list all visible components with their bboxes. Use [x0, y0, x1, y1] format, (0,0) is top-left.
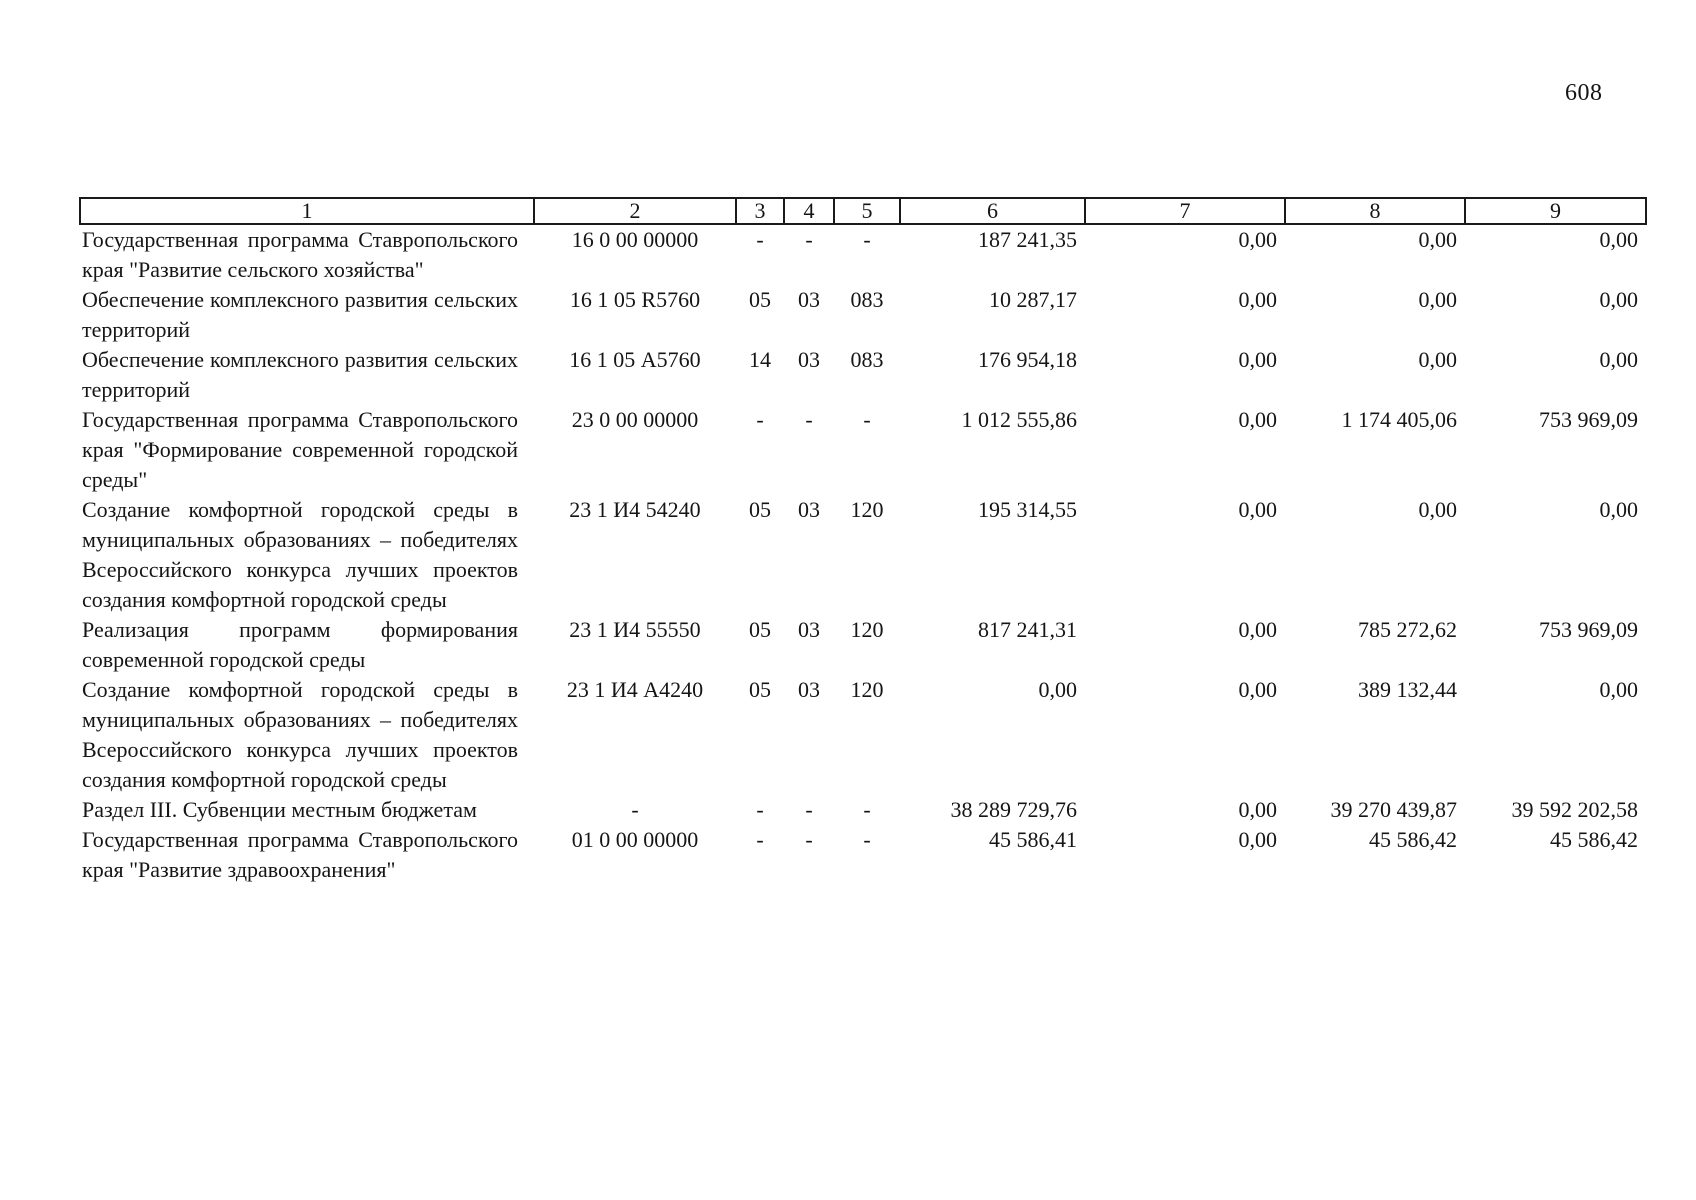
header-row: [80, 198, 1646, 224]
row-col-3: 05: [749, 497, 771, 522]
row-col-3: -: [756, 827, 764, 852]
row-col-8: 0,00: [1418, 497, 1457, 522]
table-row: [80, 405, 1646, 495]
row-col-4: 03: [798, 617, 820, 642]
row-col-4: -: [805, 797, 813, 822]
row-col-3: -: [756, 227, 764, 252]
row-name: Государственная программа Ставропольского края "Формирование современной городской среды": [82, 407, 518, 492]
table-row: [80, 345, 1646, 405]
row-col-6: 195 314,55: [978, 497, 1077, 522]
row-col-4: 03: [798, 497, 820, 522]
row-col-5: 120: [850, 677, 884, 702]
row-col-7: 0,00: [1238, 287, 1277, 312]
budget-table: [79, 197, 1647, 885]
row-col-7: 0,00: [1238, 827, 1277, 852]
row-col-7: 0,00: [1238, 497, 1277, 522]
row-col-7: 0,00: [1238, 617, 1277, 642]
row-col-3: -: [756, 407, 764, 432]
row-col-5: 120: [850, 497, 884, 522]
row-col-3: 05: [749, 287, 771, 312]
row-col-6: 45 586,41: [989, 827, 1077, 852]
row-col-8: 0,00: [1418, 347, 1457, 372]
row-col-5: 083: [850, 287, 884, 312]
row-col-5: -: [863, 407, 871, 432]
column-header-9: 9: [1465, 198, 1646, 224]
row-code: 23 1 И4 55550: [569, 617, 701, 642]
column-header-6: 6: [900, 198, 1085, 224]
row-col-8: 1 174 405,06: [1341, 407, 1457, 432]
row-col-6: 187 241,35: [978, 227, 1077, 252]
row-col-9: 0,00: [1599, 497, 1638, 522]
row-name: Обеспечение комплексного развития сельских территорий: [82, 287, 518, 342]
table-row: [80, 675, 1646, 795]
column-header-2: 2: [534, 198, 736, 224]
row-col-7: 0,00: [1238, 407, 1277, 432]
row-name: Раздел III. Субвенции местным бюджетам: [82, 797, 477, 822]
row-name: Государственная программа Ставропольского края "Развитие здравоохранения": [82, 827, 518, 882]
row-col-9: 753 969,09: [1539, 407, 1638, 432]
column-header-7: 7: [1085, 198, 1285, 224]
table-row: [80, 615, 1646, 675]
row-col-9: 0,00: [1599, 287, 1638, 312]
row-code: -: [631, 797, 639, 822]
row-col-6: 817 241,31: [978, 617, 1077, 642]
row-col-3: 05: [749, 617, 771, 642]
row-col-4: -: [805, 407, 813, 432]
row-col-5: 083: [850, 347, 884, 372]
table-body: [80, 224, 1646, 885]
row-col-4: -: [805, 827, 813, 852]
row-col-6: 1 012 555,86: [961, 407, 1077, 432]
column-header-3: 3: [736, 198, 784, 224]
row-col-9: 39 592 202,58: [1511, 797, 1638, 822]
row-col-9: 0,00: [1599, 227, 1638, 252]
row-col-8: 0,00: [1418, 287, 1457, 312]
row-col-7: 0,00: [1238, 347, 1277, 372]
row-code: 23 0 00 00000: [571, 407, 699, 432]
row-col-8: 389 132,44: [1358, 677, 1457, 702]
row-col-5: 120: [850, 617, 884, 642]
row-col-4: 03: [798, 677, 820, 702]
table-row: [80, 825, 1646, 885]
page-number: 608: [1565, 80, 1603, 106]
row-name: Государственная программа Ставропольского края "Развитие сельского хозяйства": [82, 227, 518, 282]
table-row: [80, 224, 1646, 285]
row-col-7: 0,00: [1238, 677, 1277, 702]
table-row: [80, 495, 1646, 615]
row-code: 01 0 00 00000: [571, 827, 699, 852]
row-col-4: -: [805, 227, 813, 252]
table-row: [80, 285, 1646, 345]
column-header-4: 4: [784, 198, 834, 224]
table-header: [80, 198, 1646, 224]
row-col-5: -: [863, 797, 871, 822]
row-col-3: 05: [749, 677, 771, 702]
row-col-9: 0,00: [1599, 347, 1638, 372]
row-col-9: 0,00: [1599, 677, 1638, 702]
table-row: [80, 795, 1646, 825]
row-col-5: -: [863, 827, 871, 852]
row-col-9: 45 586,42: [1550, 827, 1638, 852]
column-header-1: 1: [80, 198, 534, 224]
row-col-6: 0,00: [1038, 677, 1077, 702]
row-code: 16 1 05 А5760: [569, 347, 701, 372]
row-name: Создание комфортной городской среды в муниципальных образованиях – победителях Всероссийского конкурса лучших проектов создания комфортной городской среды: [82, 677, 518, 792]
row-col-4: 03: [798, 347, 820, 372]
row-col-6: 176 954,18: [978, 347, 1077, 372]
row-col-9: 753 969,09: [1539, 617, 1638, 642]
column-header-5: 5: [834, 198, 900, 224]
row-name: Реализация программ формирования современной городской среды: [82, 617, 518, 672]
row-col-8: 785 272,62: [1358, 617, 1457, 642]
row-col-4: 03: [798, 287, 820, 312]
row-col-6: 10 287,17: [989, 287, 1077, 312]
row-name: Создание комфортной городской среды в муниципальных образованиях – победителях Всероссийского конкурса лучших проектов создания комфортной городской среды: [82, 497, 518, 612]
row-col-8: 39 270 439,87: [1330, 797, 1457, 822]
row-code: 16 1 05 R5760: [569, 287, 701, 312]
row-col-3: -: [756, 797, 764, 822]
row-code: 16 0 00 00000: [571, 227, 699, 252]
row-code: 23 1 И4 54240: [569, 497, 701, 522]
row-col-3: 14: [749, 347, 771, 372]
row-col-7: 0,00: [1238, 227, 1277, 252]
row-name: Обеспечение комплексного развития сельских территорий: [82, 347, 518, 402]
column-header-8: 8: [1285, 198, 1465, 224]
row-code: 23 1 И4 А4240: [566, 677, 704, 702]
row-col-7: 0,00: [1238, 797, 1277, 822]
row-col-8: 45 586,42: [1369, 827, 1457, 852]
row-col-6: 38 289 729,76: [950, 797, 1077, 822]
row-col-8: 0,00: [1418, 227, 1457, 252]
row-col-5: -: [863, 227, 871, 252]
